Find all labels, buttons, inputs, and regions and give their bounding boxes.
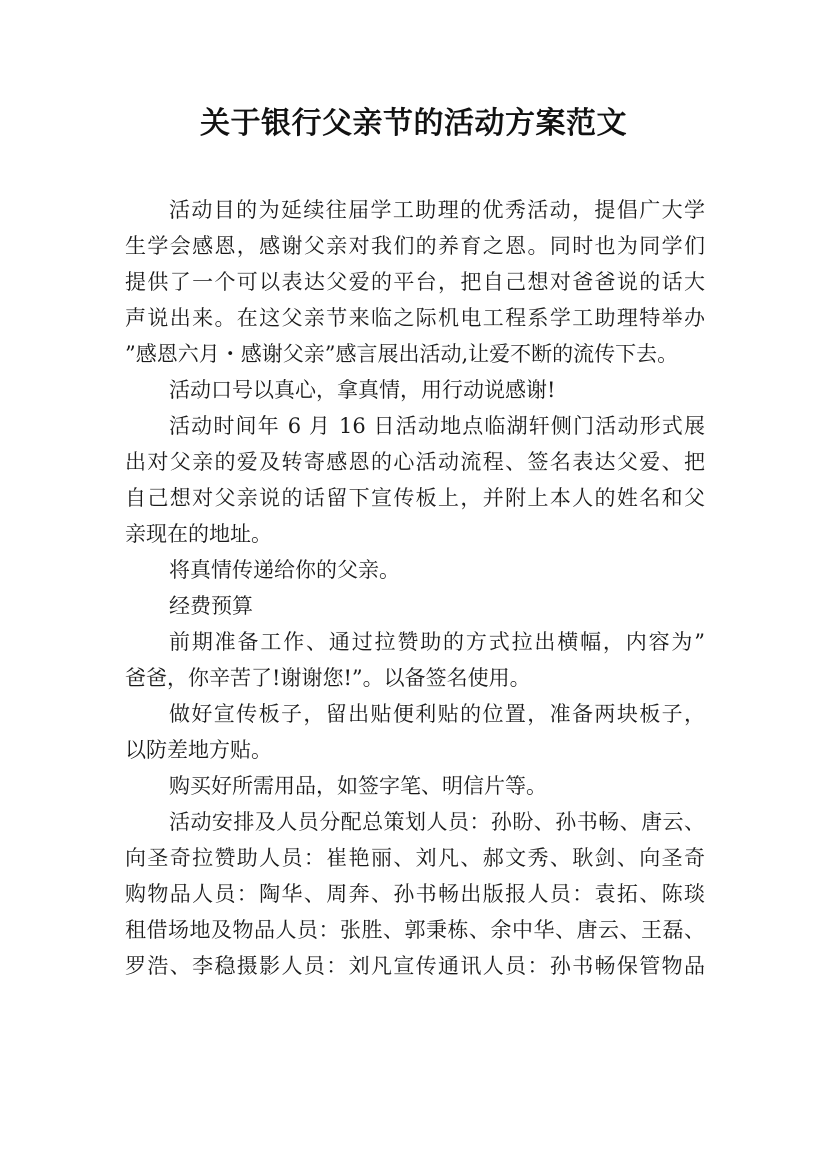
text-line: 自己想对父亲说的话留下宣传板上，并附上本人的姓名和父 — [125, 486, 705, 510]
text-line: 活动时间年 6 月 16 日活动地点临湖轩侧门活动形式展 — [169, 414, 705, 438]
text-line: 前期准备工作、通过拉赞助的方式拉出横幅，内容为” — [169, 630, 705, 654]
text-line: 做好宣传板子，留出贴便利贴的位置，准备两块板子， — [169, 702, 705, 726]
text-line: 活动口号以真心，拿真情，用行动说感谢! — [169, 378, 556, 402]
text-line: 租借场地及物品人员：张胜、郭秉栋、余中华、唐云、王磊、 — [125, 918, 705, 942]
text-line: 提供了一个可以表达父爱的平台，把自己想对爸爸说的话大 — [125, 270, 705, 294]
text-line: 声说出来。在这父亲节来临之际机电工程系学工助理特举办 — [125, 306, 705, 330]
text-line: 亲现在的地址。 — [125, 522, 272, 546]
text-line: 经费预算 — [169, 594, 253, 618]
text-line: 罗浩、李稳摄影人员：刘凡宣传通讯人员：孙书畅保管物品 — [125, 954, 705, 978]
text-line: 爸爸，你辛苦了!谢谢您!”。以备签名使用。 — [125, 666, 531, 690]
text-line: 出对父亲的爱及转寄感恩的心活动流程、签名表达父爱、把 — [125, 450, 705, 474]
text-line: 购买好所需用品，如签字笔、明信片等。 — [169, 774, 547, 798]
text-line: 购物品人员：陶华、周奔、孙书畅出版报人员：袁拓、陈琰 — [125, 882, 705, 906]
text-line: 生学会感恩，感谢父亲对我们的养育之恩。同时也为同学们 — [125, 234, 705, 258]
document-title: 关于银行父亲节的活动方案范文 — [200, 106, 627, 141]
text-line: 活动安排及人员分配总策划人员：孙盼、孙书畅、唐云、 — [169, 810, 705, 834]
text-line: 以防差地方贴。 — [125, 738, 272, 762]
text-line: 向圣奇拉赞助人员：崔艳丽、刘凡、郝文秀、耿剑、向圣奇 — [125, 846, 705, 870]
text-line: ”感恩六月・感谢父亲”感言展出活动,让爱不断的流传下去。 — [125, 342, 679, 366]
text-line: 活动目的为延续往届学工助理的优秀活动，提倡广大学 — [169, 198, 705, 222]
text-line: 将真情传递给你的父亲。 — [169, 558, 400, 582]
document-body — [125, 192, 705, 984]
